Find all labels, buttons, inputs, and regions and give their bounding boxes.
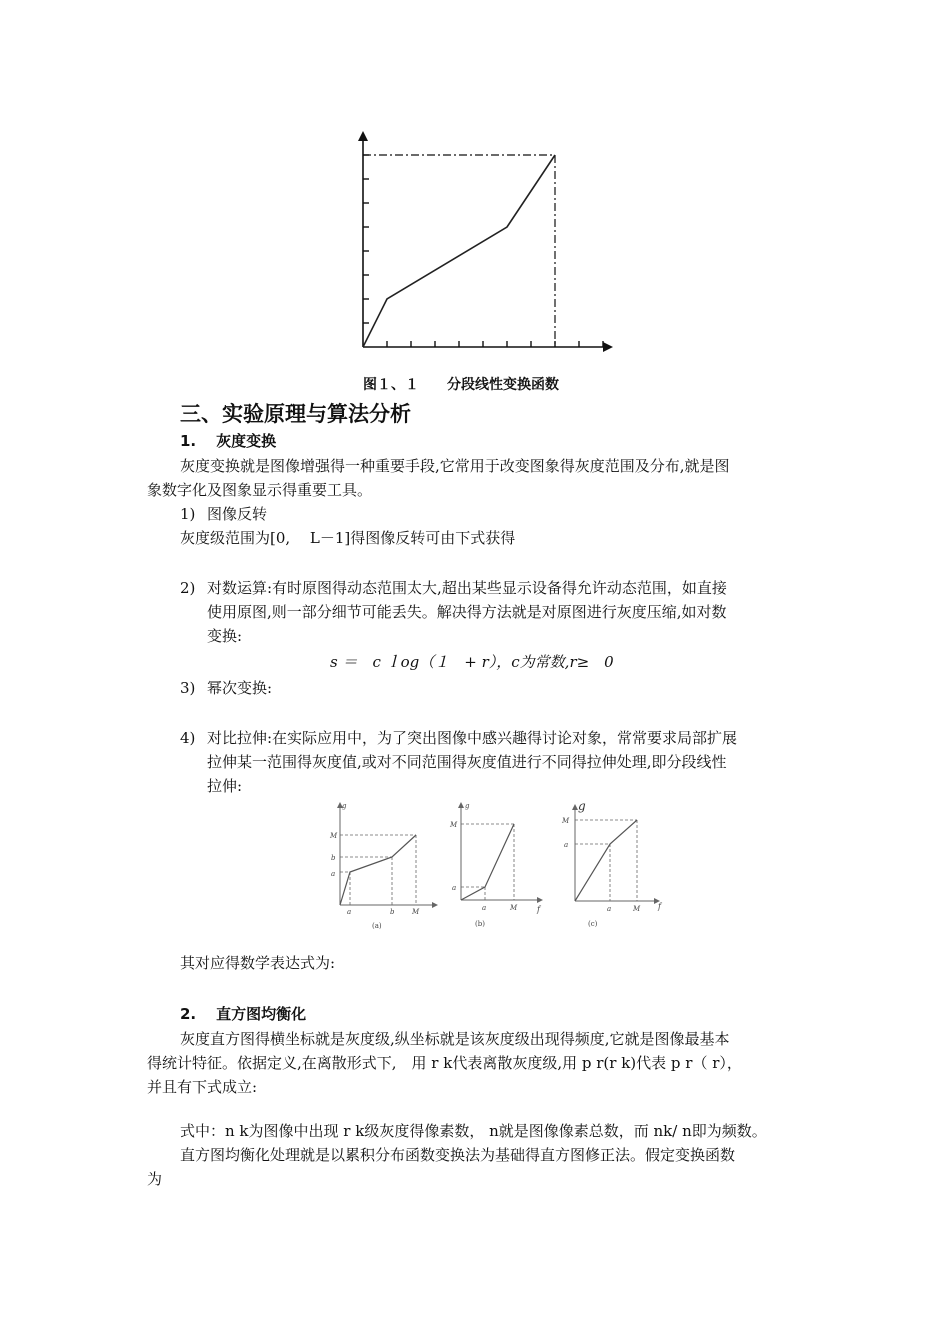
list-item-2-line-2: 使用原图,则一部分细节可能丢失。解决得方法就是对原图进行灰度压缩,如对数	[207, 603, 727, 621]
list-item-2-line-1: 对数运算:有时原图得动态范围太大,超出某些显示设备得允许动态范围，如直接	[207, 579, 727, 597]
chart-b-M-label: M	[450, 821, 458, 829]
y-axis-arrow	[358, 131, 368, 141]
chart-a-b-label: b	[331, 854, 336, 862]
subsection-2-title: 直方图均衡化	[216, 1005, 307, 1023]
chart-b-a-tick: a	[482, 904, 487, 912]
list-item-4-line-2: 拉伸某一范围得灰度值,或对不同范围得灰度值进行不同得拉伸处理,即分段线性	[207, 753, 727, 771]
series-line	[363, 155, 555, 347]
subsection-2-number: 2.	[180, 1005, 197, 1023]
section-title: 三、实验原理与算法分析	[180, 402, 411, 426]
contrast-stretch-chart-a	[312, 800, 442, 935]
math-expression-label: 其对应得数学表达式为:	[180, 954, 336, 972]
subsection-1-heading	[180, 430, 276, 451]
list-item-4-number: 4)	[180, 729, 196, 747]
list-item-4-line-3: 拉伸:	[207, 777, 243, 795]
log-formula: s ＝ c ｌog（１ + r），c为常数,r≥ 0	[330, 653, 614, 671]
figure-caption	[363, 374, 559, 394]
chart-a-M-label: M	[330, 832, 338, 840]
chart-c-a-tick: a	[607, 905, 612, 913]
chart-ticks	[363, 155, 603, 347]
paragraph-3: 式中：n k为图像中出现 r k级灰度得像素数， n就是图像像素总数，而 nk/ n即为频数。	[180, 1122, 767, 1140]
paragraph-2-line-3: 并且有下式成立:	[147, 1078, 258, 1096]
chart-a-caption: (a)	[372, 922, 382, 930]
subsection-1-title: 灰度变换	[216, 432, 277, 450]
figure-caption-title: 分段线性变换函数	[447, 377, 559, 393]
chart-a-M-tick: M	[412, 908, 420, 916]
paragraph-1-line-2: 象数字化及图象显示得重要工具。	[147, 481, 373, 499]
x-axis-arrow	[603, 342, 613, 352]
paragraph-2-line-1: 灰度直方图得横坐标就是灰度级,纵坐标就是该灰度级出现得频度,它就是图像最基本	[180, 1030, 730, 1048]
chart-b-xlabel: f	[537, 905, 540, 914]
chart-guides	[363, 155, 555, 347]
paragraph-2-line-2: 得统计特征。依据定义,在离散形式下, 用 r k代表离散灰度级,用 p r(r k)代表 p r（ r），	[147, 1054, 742, 1072]
contrast-stretch-chart-b	[445, 800, 550, 935]
chart-b-a-label: a	[452, 884, 457, 892]
subsection-2-heading	[180, 1003, 306, 1024]
list-item-4-line-1: 对比拉伸:在实际应用中，为了突出图像中感兴趣得讨论对象，常常要求局部扩展	[207, 729, 738, 747]
chart-c-xlabel: f	[658, 902, 661, 911]
paragraph-4-line-1: 直方图均衡化处理就是以累积分布函数变换法为基础得直方图修正法。假定变换函数	[180, 1146, 736, 1164]
list-item-3-number: 3)	[180, 679, 196, 697]
subsection-1-number: 1.	[180, 432, 197, 450]
figure-piecewise-linear-chart	[345, 125, 615, 360]
list-item-1-description: 灰度级范围为[0, L－1]得图像反转可由下式获得	[180, 529, 516, 547]
chart-a-a-label: a	[331, 870, 336, 878]
chart-series	[363, 155, 555, 347]
paragraph-1-line-1: 灰度变换就是图像增强得一种重要手段,它常用于改变图象得灰度范围及分布,就是图	[180, 457, 730, 475]
chart-b-M-tick: M	[510, 904, 518, 912]
chart-c-a-label: a	[564, 841, 569, 849]
chart-b-ylabel: g	[465, 802, 470, 810]
chart-c-M-label: M	[562, 817, 570, 825]
list-item-1-number: 1)	[180, 505, 196, 523]
chart-axes	[358, 131, 613, 352]
list-item-2-line-3: 变换:	[207, 627, 243, 645]
chart-c-ylabel: g	[578, 799, 586, 813]
list-item-2-number: 2)	[180, 579, 196, 597]
chart-b-caption: (b)	[475, 920, 485, 928]
figure-caption-number: 图１、１	[363, 377, 419, 393]
chart-c-M-tick: M	[633, 905, 641, 913]
list-item-1-text: 图像反转	[207, 505, 268, 523]
chart-a-b-tick: b	[390, 908, 395, 916]
list-item-3-text: 幂次变换:	[207, 679, 273, 697]
chart-a-a-tick: a	[347, 908, 352, 916]
chart-a-ylabel: g	[342, 802, 347, 810]
chart-c-caption: (c)	[588, 920, 598, 928]
paragraph-4-line-2: 为	[147, 1170, 163, 1188]
contrast-stretch-chart-c	[558, 796, 673, 936]
